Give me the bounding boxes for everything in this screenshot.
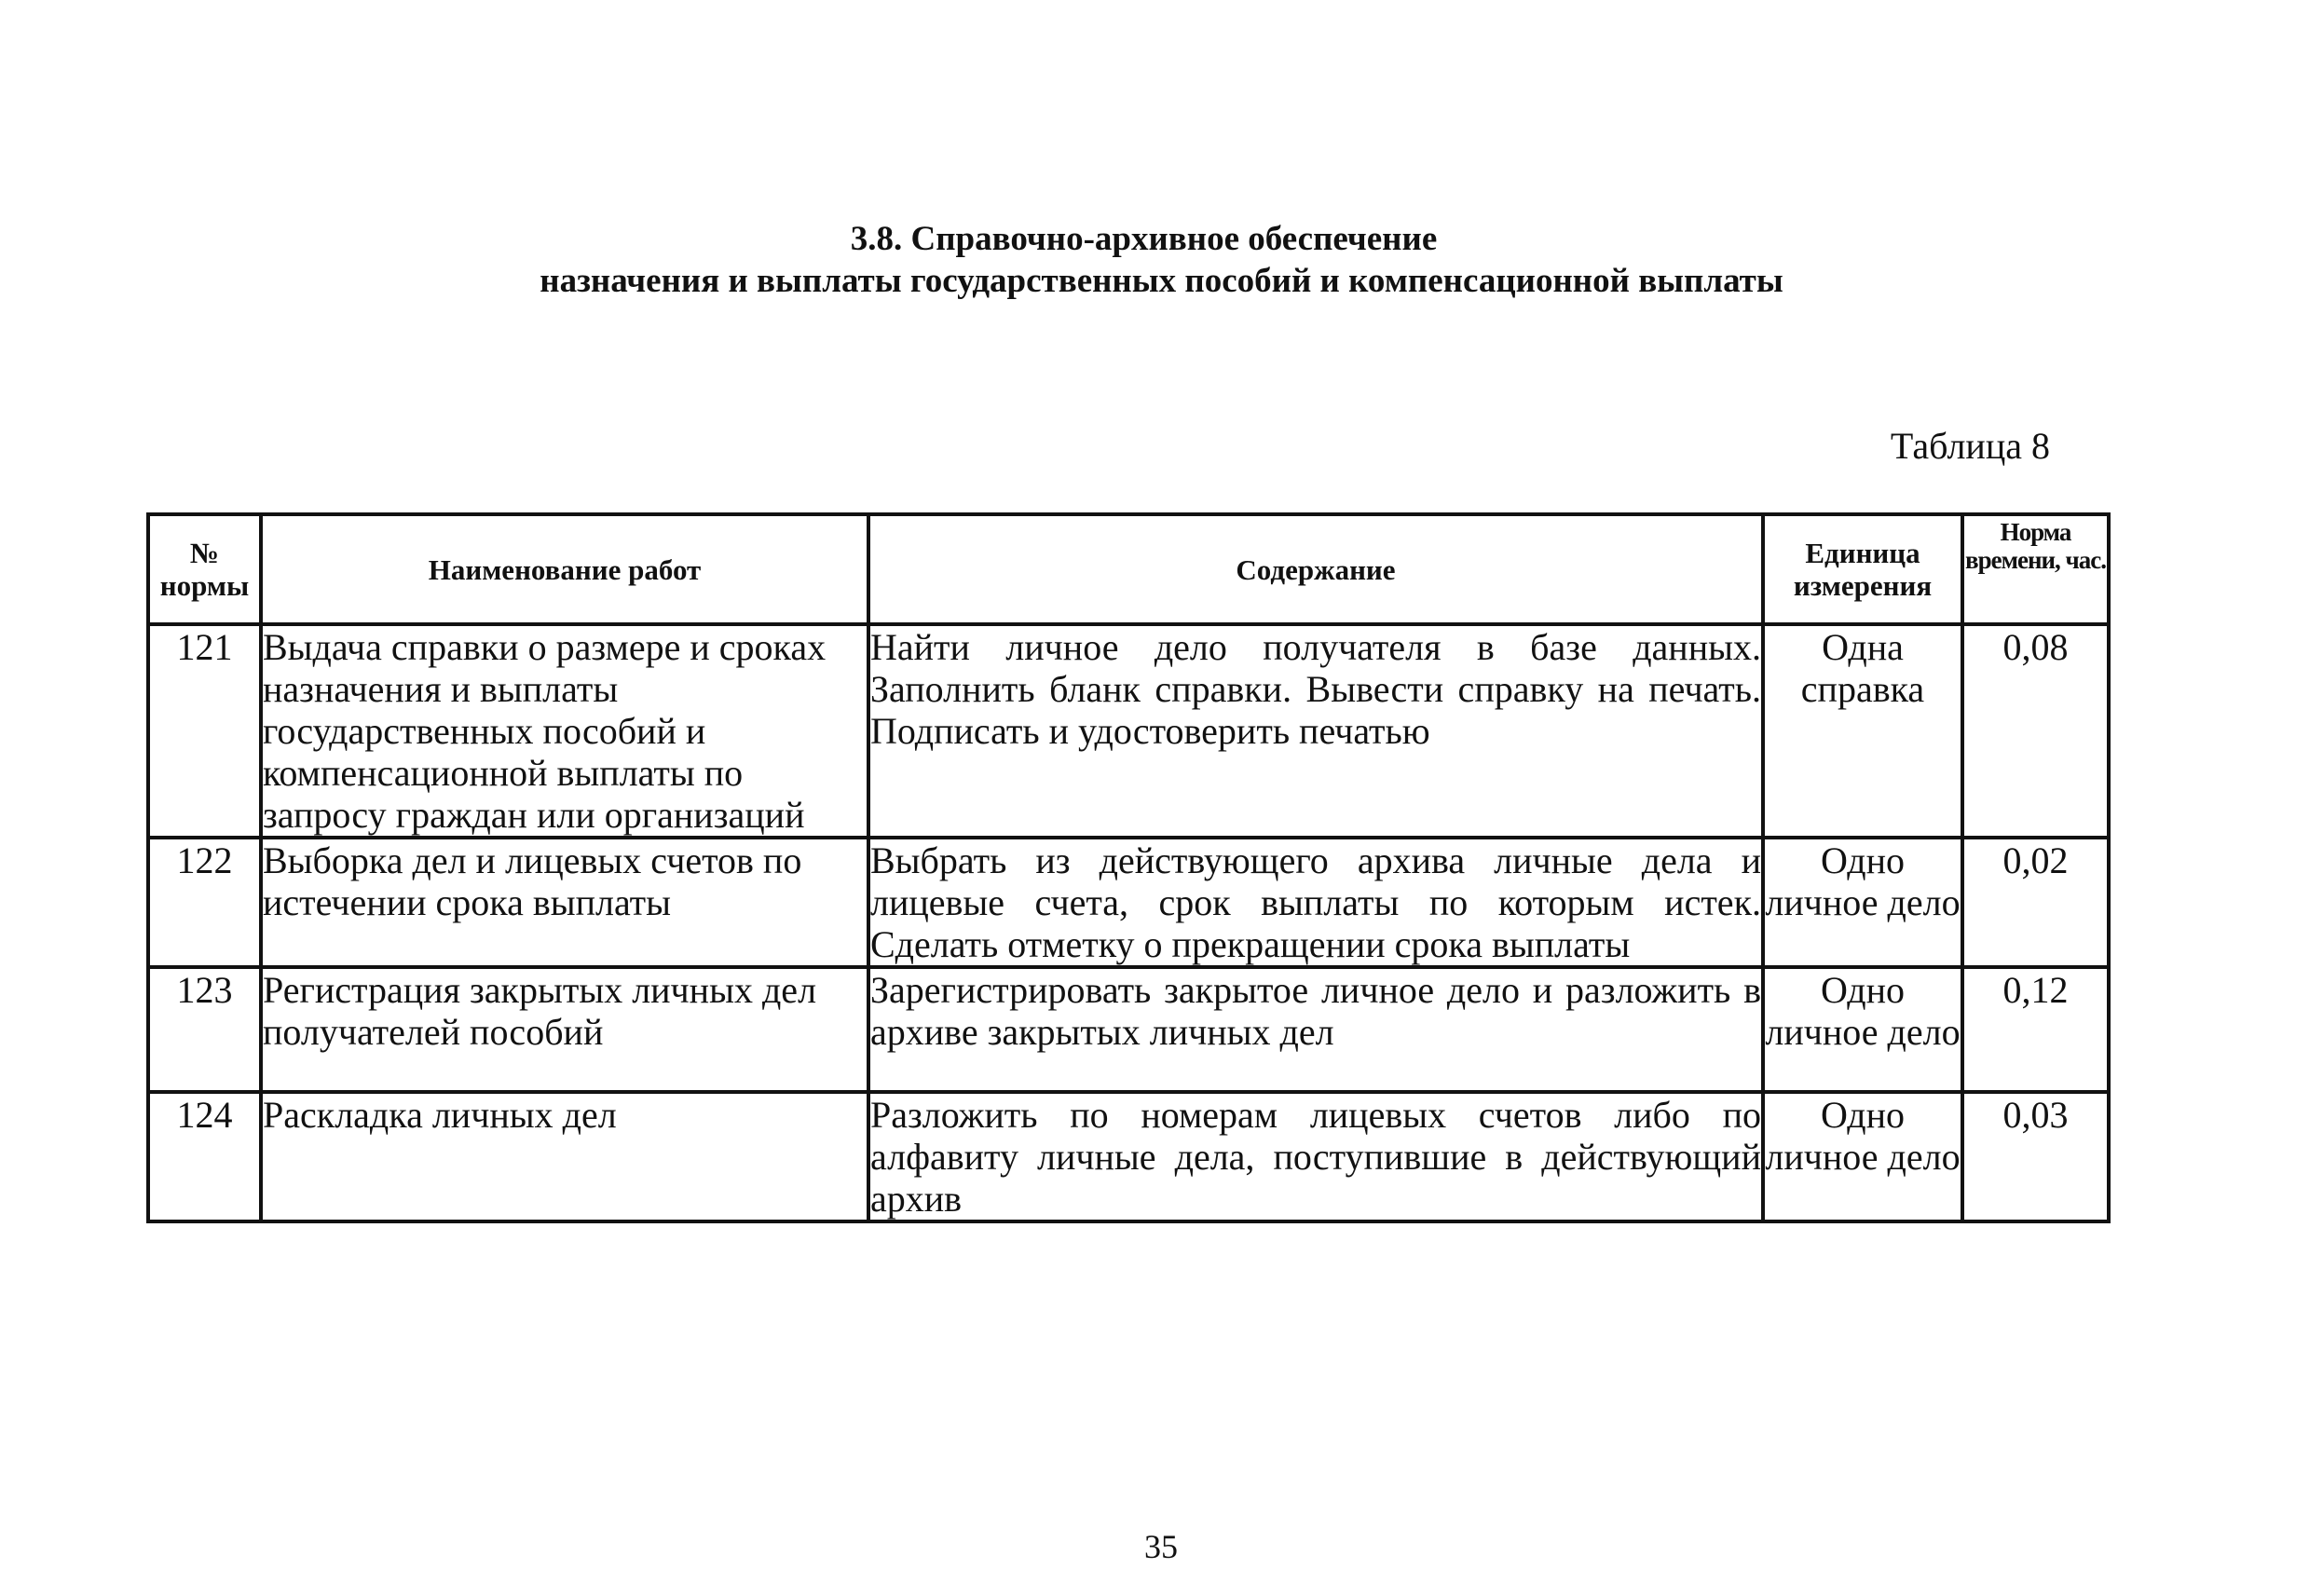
cell-content: Разложить по номерам лицевых счетов либо по алфавиту личные дела, поступившие в действующий архив [870, 1094, 1761, 1220]
cell-norm-number: 121 [148, 624, 261, 838]
table-header-row [148, 514, 2109, 624]
table-row [148, 624, 2109, 838]
cell-norm-number: 123 [148, 967, 261, 1092]
cell-unit: Одно личное дело [1763, 838, 1962, 967]
cell-time-norm: 0,08 [1962, 624, 2109, 838]
header-work-name: Наименование работ [261, 514, 868, 624]
cell-time-norm: 0,12 [1962, 967, 2109, 1092]
cell-norm-number: 124 [148, 1092, 261, 1221]
table-row [148, 1092, 2109, 1221]
norms-table [146, 512, 2111, 1223]
cell-unit: Одна справка [1763, 624, 1962, 838]
cell-content: Найти личное дело получателя в базе данных. Заполнить бланк справки. Вывести справку на печать. Подписать и удостоверить печатью [868, 624, 1763, 838]
cell-norm-number: 122 [148, 838, 261, 967]
cell-time-norm: 0,03 [1962, 1092, 2109, 1221]
section-title-line-1: 3.8. Справочно-архивное обеспечение [850, 220, 1438, 258]
cell-content: Выбрать из действующего архива личные дела и лицевые счета, срок выплаты по которым истек. Сделать отметку о прекращении срока выплаты [870, 839, 1761, 965]
cell-work-name: Раскладка личных дел [261, 1092, 868, 1221]
cell-work-name: Выборка дел и лицевых счетов по истечении срока выплаты [261, 838, 868, 967]
cell-unit: Одно личное дело [1763, 1092, 1962, 1221]
header-content: Содержание [868, 514, 1763, 624]
cell-content: Зарегистрировать закрытое личное дело и разложить в архиве закрытых личных дел [868, 967, 1763, 1092]
cell-work-name: Регистрация закрытых личных дел получателей пособий [261, 967, 868, 1092]
page-number: 35 [1144, 1528, 1178, 1565]
table-row [148, 967, 2109, 1092]
table-label: Таблица 8 [1890, 425, 2050, 467]
header-unit: Единица измерения [1763, 514, 1962, 624]
table-row [148, 838, 2109, 967]
header-norm-number: № нормы [148, 514, 261, 624]
header-time-norm: Норма времени, час. [1962, 514, 2109, 624]
cell-time-norm: 0,02 [1962, 838, 2109, 967]
section-title-line-2: назначения и выплаты государственных пособий и компенсационной выплаты [540, 262, 1783, 300]
cell-work-name: Выдача справки о размере и сроках назначения и выплаты государственных пособий и компенсационной выплаты по запросу граждан или организаций [261, 624, 868, 838]
cell-unit: Одно личное дело [1763, 967, 1962, 1092]
